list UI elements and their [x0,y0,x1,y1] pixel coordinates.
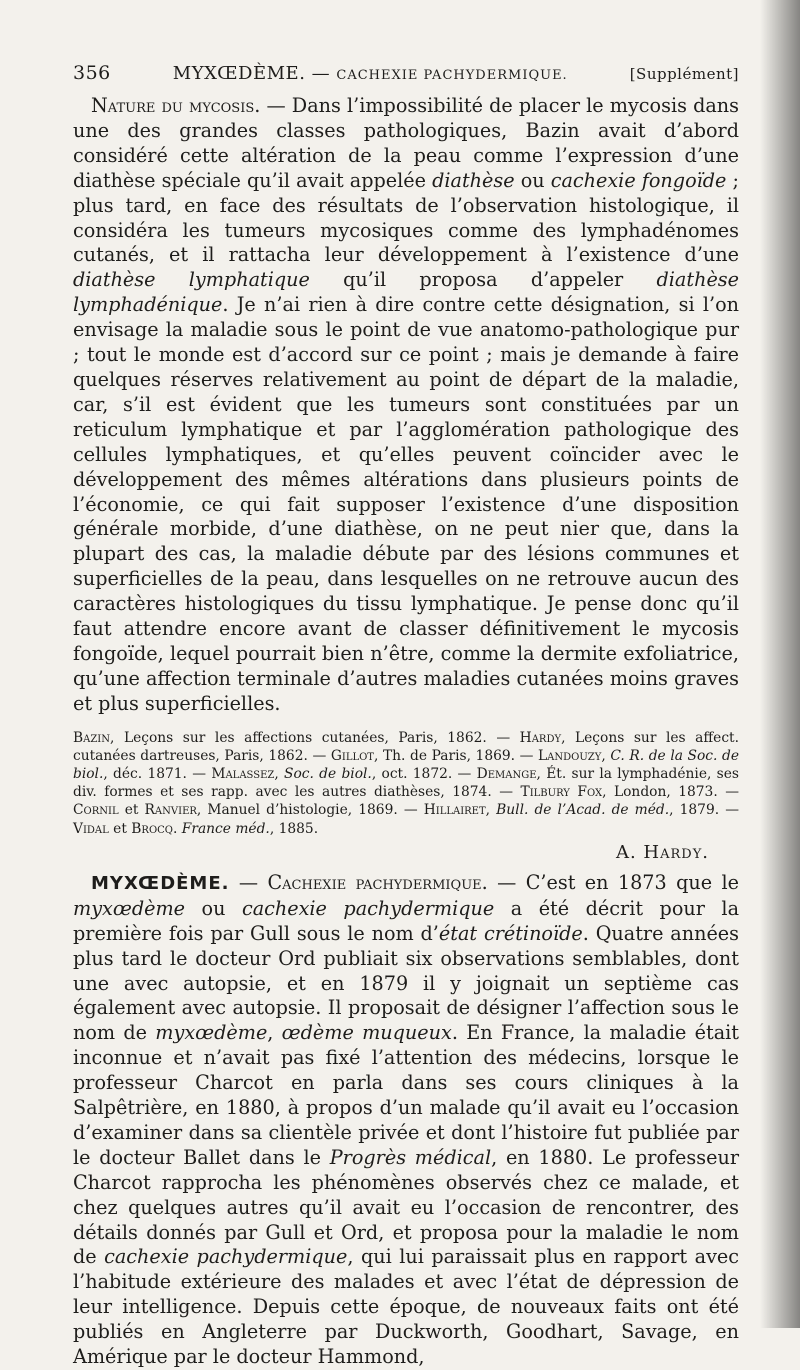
page-number: 356 [73,62,111,84]
italic-run: Bull. de l’Acad. de méd. [496,802,670,819]
running-title [173,63,568,84]
author: Brocq [131,820,173,837]
text-run: ou [514,168,551,192]
text-run: , déc. 1871. — [103,766,212,783]
page [73,62,739,1370]
text-run: , 1879. — [669,802,740,819]
author: Landouzy [538,747,602,764]
text-run: ; plus tard, en face des résultats de l’observation histologique, il considéra les tumeurs mycosiques comme des lymphadénomes cutanés, et il rattacha leur développement à l’existence d’une [73,168,739,267]
text-run: et [108,820,132,837]
references [73,729,739,838]
text-run: , Leçons sur les affect. cutanées dartreuses, Paris, 1862. — [73,729,739,764]
author: Bazin [73,729,111,746]
italic-run: C. R. de la Soc. de biol. [73,747,739,783]
text-run: , qui lui paraissait plus en rapport avec l’habitude extérieure des malades et avec l’état de dépression de leur intelligence. Depuis cette époque, de nouveaux faits ont été publiés en Angleterre par Duckworth, Goodhart, Savage, en Amérique par le docteur Hammond, [73,1245,740,1369]
section-label: [Supplément] [629,65,739,83]
text-run: , London, 1873. — [602,784,739,801]
italic-run: diathèse lymphatique [73,268,310,292]
text-run: , [485,802,497,819]
text-run: , Leçons sur les affections cutanées, Paris, 1862. — [110,729,520,746]
headword: MYXŒDÈME. [91,872,230,894]
text-run: , Ét. sur la lymphadénie, ses div. formes et ses rapp. avec les autres diathèses, 1874. — [73,766,739,801]
italic-run: œdème muqueux [281,1021,452,1045]
running-title-small: CACHEXIE PACHYDERMIQUE. [336,68,568,83]
text-run: , 1885. [269,820,319,837]
subheading: Cachexie pachydermique [267,870,482,894]
text-run: ou [185,896,242,920]
author: Cornil [73,802,119,819]
text-run: qu’il proposa d’appeler [309,268,657,292]
author: Demange [476,766,537,783]
italic-run: diathèse [432,168,515,192]
italic-run: cachexie pachydermique [241,896,495,920]
italic-run: Soc. de biol. [284,766,372,783]
author: Malassez [211,766,275,783]
text-run: , Th. de Paris, 1869. — [373,747,539,764]
running-title-main: MYXŒDÈME. — [172,63,331,84]
paragraph-myxoedeme [73,871,739,1370]
text-run: . Quatre années plus tard le docteur Ord publiait six observations semblables, dont une avec autopsie, et en 1879 il y joignait un septième cas également avec autopsie. Il proposait de désigner l’affection sous le nom de [73,921,739,1045]
text-run: , Manuel d’histologie, 1869. — [196,802,424,819]
text-run: , [601,747,611,764]
page-edge-shadow [760,0,800,1328]
italic-run: Progrès médical [329,1145,492,1169]
text-run: . En France, la maladie était inconnue et n’avait pas fixé l’attention des médecins, lorsque le professeur Charcot en parla dans ses cours cliniques à la Salpêtrière, en 1880, à propos d’un malade qu’il avait eu l’occasion d’examiner dans sa clientèle privée et dont l’histoire fut publiée par le docteur Ballet dans le [73,1021,740,1169]
author: Tilbury Fox [520,784,603,801]
running-header [73,62,739,84]
italic-run: cachexie pachydermique [104,1245,348,1269]
signature: A. Hardy. [615,841,709,863]
text-run: — [229,870,268,894]
italic-run: cachexie fongoïde [550,168,727,192]
text-run: , [267,1021,282,1045]
text-run: , en 1880. Le professeur Charcot rapprocha les phénomènes observés chez ce malade, et chez quelques autres qu’il avait eu l’occasion de rencontrer, des détails donnés par Gull et Ord, et proposa pour la maladie le nom de [73,1145,739,1269]
author: Hardy [519,729,562,746]
italic-run: état crétinoïde [438,921,583,945]
italic-run: diathèse lymphadénique [73,268,739,317]
author: Vidal [73,820,109,837]
paragraph-lead: Nature du mycosis. [91,94,261,117]
text-run: et [118,802,145,819]
italic-run: France méd. [181,820,270,837]
text-run: . [173,820,182,837]
author: Ranvier [144,802,197,819]
text-run: , oct. 1872. — [371,766,477,783]
italic-run: myxœdème [155,1021,268,1045]
text-run: , [274,766,285,783]
italic-run: myxœdème [73,896,186,920]
author: Hillairet [423,802,486,819]
text-run: a été décrit pour la première fois par Gull sous le nom d’ [73,896,740,945]
text-run: . — C’est en 1873 que le [481,870,739,894]
author: Gillot [330,747,374,764]
text-run: . Je n’ai rien à dire contre cette désignation, si l’on envisage la maladie sous le point de vue anatomo-pathologique pur ; tout le monde est d’accord sur ce point ; mais je demande à faire quelques réserves relativement au point de départ de la maladie, car, s’il est évident que les tumeurs sont constituées par un reticulum lymphatique et par l’agglomération pathologique des cellules lymphatiques, et qu’elles peuvent coïncider avec le développement des mêmes altérations dans plusieurs points de l’économie, ce qui fait supposer l’existence d’une disposition générale morbide, d’une diathèse, on ne peut nier que, dans la plupart des cas, la maladie débute par des lésions communes et superficielles de la peau, dans lesquelles on ne retrouve aucun des caractères histologiques du tissu lymphatique. Je pense donc qu’il faut attendre encore avant de classer définitivement le mycosis fongoïde, lequel pourrait bien n’être, comme la dermite exfoliatrice, qu’une affection terminale d’autres maladies cutanées moins graves et plus superficielles. [73,293,739,715]
text-run: — Dans l’impossibilité de placer le mycosis dans une des grandes classes pathologiques, Bazin avait d’abord considéré cette altération de la peau comme l’expression d’une diathèse spéciale qu’il avait appelée [73,94,739,192]
paragraph-mycosis [73,94,739,717]
